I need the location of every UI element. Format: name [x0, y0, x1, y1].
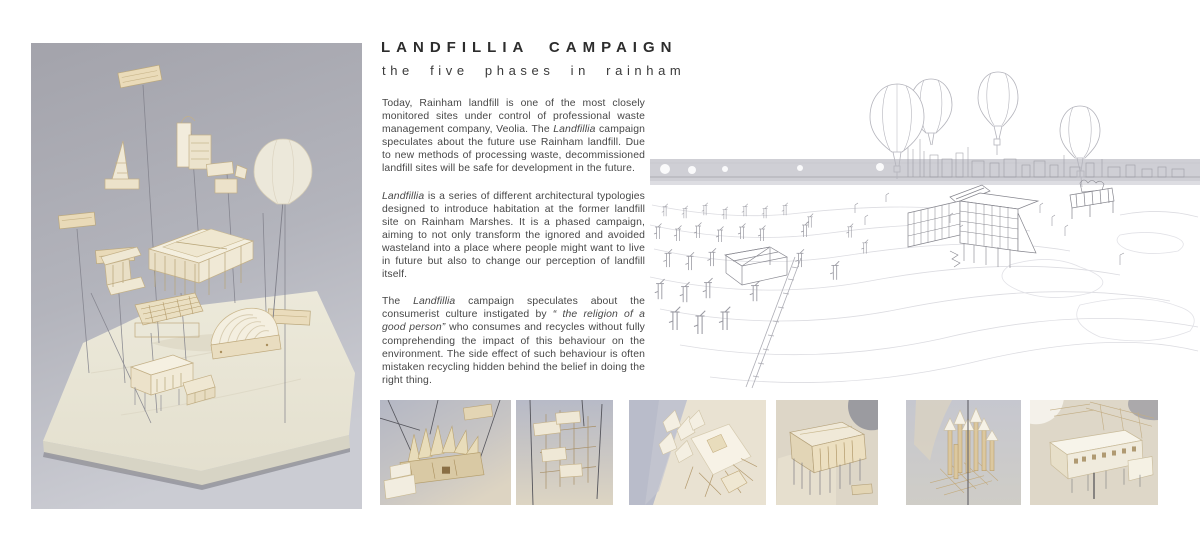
body-text [382, 97, 645, 401]
thumb2-illustration [516, 400, 613, 505]
model-photo-main [31, 43, 362, 509]
thumb3-illustration [629, 400, 766, 505]
thumbnail-photo-4 [776, 400, 878, 505]
column-field [654, 203, 868, 334]
thumbnail-photo-5 [906, 400, 1021, 505]
thumb6-illustration [1030, 400, 1158, 505]
boardwalk-path [746, 257, 801, 388]
balloon-icon [978, 72, 1018, 155]
horizon-band [650, 159, 1200, 185]
page-subtitle: the five phases in rainham [382, 63, 686, 78]
thumb5-illustration [906, 400, 1021, 505]
page-title: LANDFILLIA CAMPAIGN [381, 39, 678, 56]
contour-lines [650, 174, 1198, 382]
central-buildings [908, 185, 1038, 268]
masterplan-illustration [650, 55, 1200, 400]
thumbnail-photo-6 [1030, 400, 1158, 505]
paragraph: The Landfillia campaign speculates about the consumerist culture instigated by “ the religion of a good person” who consumes and recycles without fully comprehending the impact of this behaviour on the environment. The side effect of such behaviour is often mistaken recycling hidden behind the belief in doing the right thing. [382, 296, 645, 386]
hanging-gondola [1070, 180, 1114, 219]
masterplan-drawing [650, 55, 1200, 400]
thumb1-illustration [380, 400, 511, 505]
thumb4-illustration [776, 400, 878, 505]
thumbnail-photo-1 [380, 400, 511, 505]
paragraph: Today, Rainham landfill is one of the most closely monitored sites under control of professional waste management company, Veolia. The Landfillia campaign speculates about the future use Rainham landfill. Due to new methods of processing waste, decommissioned landfill sites will be safe for development in the future. [382, 98, 645, 175]
thumbnail-photo-3 [629, 400, 766, 505]
model-photo-illustration [31, 43, 362, 509]
thumbnail-photo-2 [516, 400, 613, 505]
paragraph: Landfillia is a series of different architectural typologies designed to introduce habitation at the former landfill site on Rainham Marshes. It is a phased campaign, aiming to not only transform the ignored and avoided wasteland into a place where people might want to live in future but also to change our perception of landfill itself. [382, 190, 645, 281]
field-pavilion [725, 247, 787, 285]
